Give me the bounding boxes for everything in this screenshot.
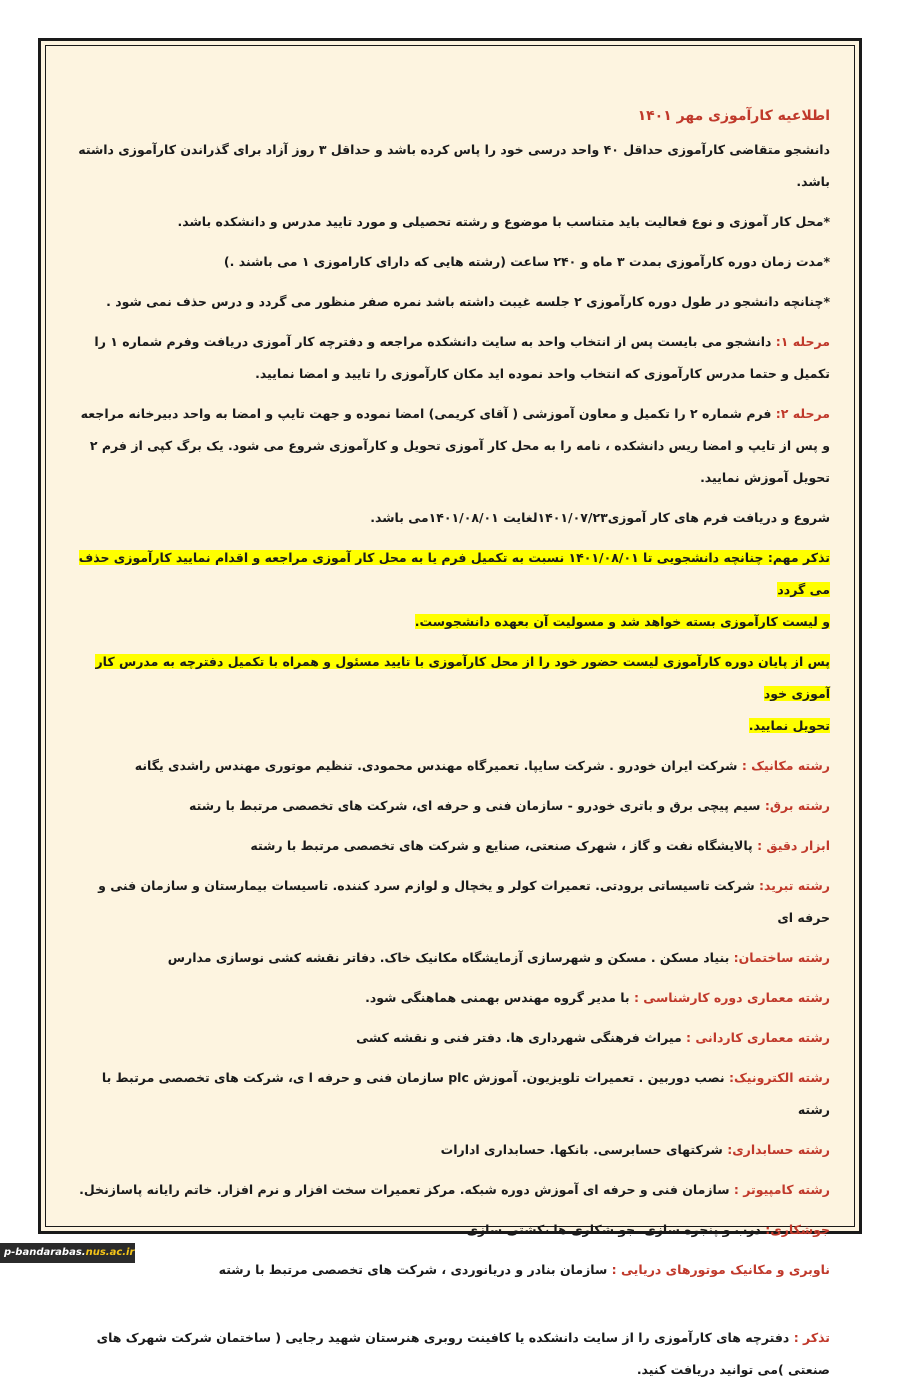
site-url-domain: nus.ac.ir xyxy=(85,1247,135,1258)
field-accounting xyxy=(70,1134,830,1166)
after-line-2: تحویل نمایید. xyxy=(748,718,830,733)
field-text: میراث فرهنگی شهرداری ها. دفتر فنی و نقشه کشی xyxy=(356,1030,687,1045)
important-notice xyxy=(70,542,830,638)
field-architecture-bachelor xyxy=(70,982,830,1014)
stage-2-paragraph xyxy=(70,398,830,494)
site-url-prefix: p-bandarabas. xyxy=(4,1247,86,1258)
field-label: رشته الکترونیک: xyxy=(728,1070,830,1085)
field-label: رشته تبرید: xyxy=(758,878,830,893)
field-electronics xyxy=(70,1062,830,1126)
stage-2-label: مرحله ۲: xyxy=(775,406,830,421)
bullet-location: *محل کار آموزی و نوع فعالیت باید متناسب با موضوع و رشته تحصیلی و مورد تایید مدرس و دانشکده باشد. xyxy=(177,214,830,229)
field-label: رشته مکانیک : xyxy=(741,758,830,773)
reminder-text: دفترچه های کارآموزی را از سایت دانشکده یا کافینت روبری هنرستان شهید رجایی ( ساختمان شرکت شهرک های صنعتی )می توانید دریافت کنید. xyxy=(96,1330,830,1377)
field-text: شرکت ایران خودرو . شرکت سایپا. تعمیرگاه مهندس محمودی. تنظیم موتوری مهندس راشدی یگانه xyxy=(134,758,742,773)
field-welding xyxy=(70,1214,830,1246)
after-course-notice xyxy=(70,646,830,742)
reminder-paragraph xyxy=(70,1322,830,1386)
intro-paragraph: دانشجو متقاضی کارآموزی حداقل ۴۰ واحد درسی خود را پاس کرده باشد و حداقل ۳ روز آزاد برای گذراندن کارآموزی داشته باشد. xyxy=(78,142,830,189)
field-marine xyxy=(70,1254,830,1286)
field-construction xyxy=(70,942,830,974)
stage-1-label: مرحله ۱: xyxy=(775,334,830,349)
field-label: رشته معماری دوره کارشناسی : xyxy=(633,990,830,1005)
after-line-1: پس از پایان دوره کارآموزی لیست حضور خود را از محل کارآموزی با تایید مسئول و همراه با تکمیل دفترچه به مدرس کار آموزی خود xyxy=(95,654,830,701)
notice-title: اطلاعیه کارآموزی مهر ۱۴۰۱ xyxy=(637,108,830,124)
field-label: رشته کامپیوتر : xyxy=(733,1182,830,1197)
field-label: رشته ساختمان: xyxy=(733,950,830,965)
field-text: بنیاد مسکن . مسکن و شهرسازی آزمایشگاه مکانیک خاک. دفاتر نقشه کشی نوسازی مدارس xyxy=(167,950,734,965)
field-refrigeration xyxy=(70,870,830,934)
field-text: پالایشگاه نفت و گاز ، شهرک صنعتی، صنایع و شرکت های تخصصی مرتبط با رشته xyxy=(250,838,758,853)
reminder-label: تذکر : xyxy=(793,1330,830,1345)
field-label: جوشکاری: xyxy=(765,1222,830,1237)
dates-paragraph: شروع و دریافت فرم های کار آموزی۱۴۰۱/۰۷/۲۳لغایت ۱۴۰۱/۰۸/۰۱می باشد. xyxy=(370,510,830,525)
site-url-footer xyxy=(0,1243,135,1263)
bullet-absence: *چنانچه دانشجو در طول دوره کارآموزی ۲ جلسه غیبت داشته باشد نمره صفر منظور می گردد و درس حذف نمی شود . xyxy=(106,294,830,309)
field-text: شرکتهای حسابرسی. بانکها. حسابداری ادارات xyxy=(440,1142,728,1157)
field-label: رشته معماری کاردانی : xyxy=(686,1030,830,1045)
field-text: سازمان فنی و حرفه ای آموزش دوره شبکه. مرکز تعمیرات سخت افزار و نرم افزار. خاتم رایانه پاسازنخل. xyxy=(79,1182,734,1197)
field-text: درب و پنجره سازی. جو شکاری ها ،کشتی سازی xyxy=(466,1222,766,1237)
field-computer xyxy=(70,1174,830,1206)
field-electrical xyxy=(70,790,830,822)
field-label: رشته برق: xyxy=(764,798,830,813)
spacer xyxy=(70,1294,830,1322)
bullet-duration: *مدت زمان دوره کارآموزی بمدت ۳ ماه و ۲۴۰ ساعت (رشته هایی که دارای کاراموزی ۱ می باشند .) xyxy=(223,254,830,269)
stage-2-text: فرم شماره ۲ را تکمیل و معاون آموزشی ( آقای کریمی) امضا نموده و جهت تایپ و امضا به واحد دبیرخانه مراجعه و پس از تایپ و امضا ریس دانشکده ، نامه را به محل کار آموزی تحویل و کارآموزی شروع می شود. یک برگ کپی از فرم ۲ تحویل آموزش نمایید. xyxy=(80,406,830,485)
field-text: نصب دوربین . تعمیرات تلویزیون. آموزش plc سازمان فنی و حرفه ا ی، شرکت های تخصصی مرتبط با رشته xyxy=(101,1070,830,1117)
field-mechanics xyxy=(70,750,830,782)
important-line-2: و لیست کارآموزی بسته خواهد شد و مسولیت آن بعهده دانشجوست. xyxy=(414,614,830,629)
field-label: رشته حسابداری: xyxy=(727,1142,830,1157)
notice-body xyxy=(70,100,830,1394)
stage-1-paragraph xyxy=(70,326,830,390)
field-text: سازمان بنادر و دریانوردی ، شرکت های تخصصی مرتبط با رشته xyxy=(218,1262,612,1277)
stage-1-text: دانشجو می بایست پس از انتخاب واحد به سایت دانشکده مراجعه و دفترچه کار آموزی دریافت وفرم شماره ۱ را تکمیل و حتما مدرس کارآموزی که انتخاب واحد نموده اید مکان کارآموزی را تایید و امضا نمایید. xyxy=(94,334,830,381)
field-label: ناوبری و مکانیک موتورهای دریایی : xyxy=(611,1262,830,1277)
field-architecture-associate xyxy=(70,1022,830,1054)
field-text: سیم پیچی برق و باتری خودرو - سازمان فنی و حرفه ای، شرکت های تخصصی مرتبط با رشته xyxy=(189,798,765,813)
field-label: ابزار دقیق : xyxy=(757,838,830,853)
field-text: با مدیر گروه مهندس بهمنی هماهنگی شود. xyxy=(365,990,634,1005)
important-line-1: تذکر مهم: چنانچه دانشجویی تا ۱۴۰۱/۰۸/۰۱ نسبت به تکمیل فرم یا به محل کار آموزی مراجعه و اقدام نمایید کارآموزی حذف می گردد xyxy=(78,550,830,597)
field-instrumentation xyxy=(70,830,830,862)
field-text: شرکت تاسیساتی برودتی. تعمیرات کولر و یخچال و لوازم سرد کننده. تاسیسات بیمارستان و سازمان فنی و حرفه ای xyxy=(98,878,830,925)
